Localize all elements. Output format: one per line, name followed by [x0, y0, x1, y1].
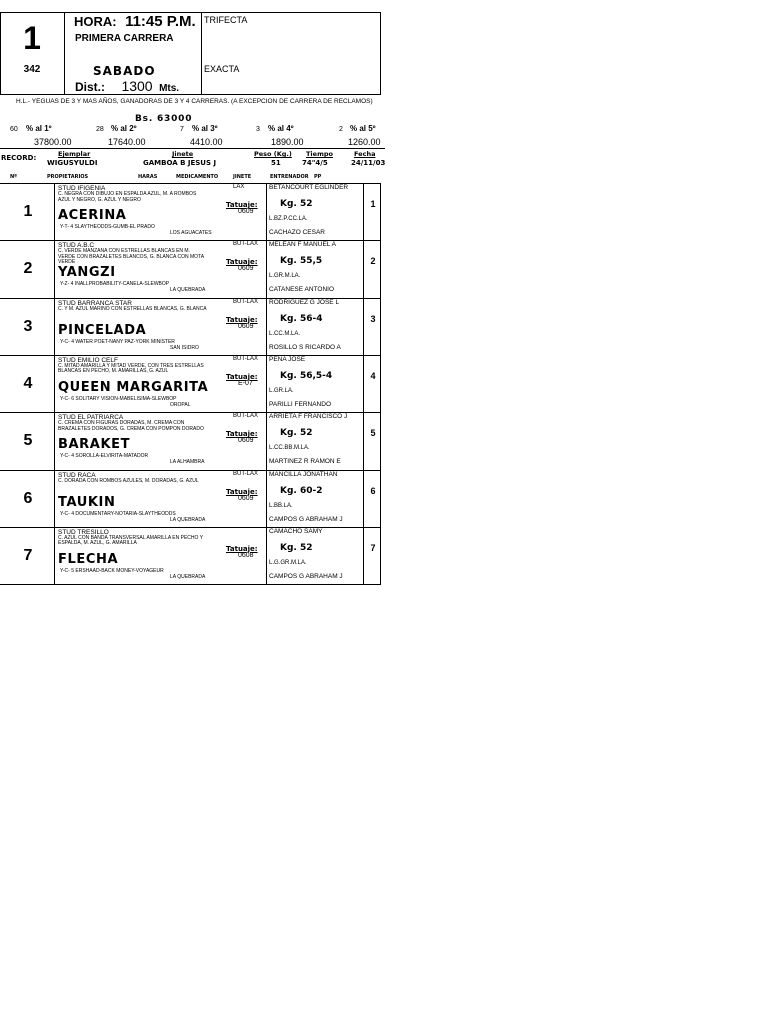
- tattoo-label: Tatuaje:: [226, 201, 258, 209]
- haras: LA QUEBRADA: [170, 516, 206, 523]
- weight: Kg. 52: [280, 428, 313, 439]
- pedigree: Y-T- 4 SLAYTHEODDS-GUMB-EL PRADO: [60, 224, 155, 230]
- record-h-peso: Peso (Kg.): [254, 150, 292, 158]
- trainer-name: CACHAZO CESAR: [269, 229, 325, 236]
- medication: BUT-LAX: [233, 413, 259, 420]
- equipment: L.G.GR.M.LA.: [269, 559, 307, 566]
- entry-number: 4: [23, 374, 33, 392]
- tattoo-label: Tatuaje:: [226, 487, 258, 496]
- pedigree: Y-C- 4 DOCUMENTARY-NOTARIA-SLAYTHEODDS: [60, 510, 176, 517]
- purse-amount-2: 17640.00: [108, 137, 146, 147]
- record-label: RECORD:: [1, 154, 37, 162]
- purse-total: Bs. 63000: [135, 114, 193, 124]
- dist-unit: Mts.: [159, 83, 180, 94]
- purse-amount-5: 1260.00: [348, 137, 381, 147]
- equipment: L.BB.LA.: [269, 502, 293, 509]
- trainer-name: PARILLI FERNANDO: [269, 400, 332, 408]
- purse-label-3: % al 3º: [192, 124, 218, 133]
- post-position: 2: [370, 256, 376, 267]
- medication: BUT-LAX: [233, 470, 259, 477]
- silks-colors: C. NEGRA CON DIBUJO EN ESPALDA AZUL, M. A ROMBOS AZUL Y NEGRO, G. AZUL Y NEGRO: [58, 191, 197, 203]
- tattoo-value: 0609: [238, 208, 254, 215]
- silks-colors: C. VERDE MANZANA CON ESTRELLAS BLANCAS EN M. VERDE CON BRAZALETES BLANCOS, G. BLANCA CON MOTA VERDE: [58, 248, 204, 266]
- dist-value: 1300: [121, 78, 153, 94]
- weight: Kg. 52: [280, 199, 313, 209]
- owner-stud: STUD BARRANCA STAR: [58, 299, 132, 307]
- trainer-name: MARTINEZ R RAMON E: [269, 458, 341, 466]
- jockey-name: BETANCOURT EGLINDER: [269, 184, 349, 191]
- race-day: SABADO: [93, 64, 156, 78]
- purse-pct-1: 60: [10, 126, 18, 133]
- horse-name: ACERINA: [58, 208, 127, 223]
- record-h-tiempo: Tiempo: [306, 150, 333, 158]
- tattoo-label: Tatuaje:: [226, 258, 258, 267]
- jockey-name: PEÑA JOSE: [269, 355, 306, 363]
- jockey-name: CAMACHO SAMY: [269, 527, 323, 535]
- horse-name: PINCELADA: [58, 322, 147, 338]
- post-position: 3: [370, 313, 376, 324]
- distance: [75, 78, 179, 96]
- purse-label-4: % al 4º: [268, 124, 294, 133]
- record-h-ejemplar: Ejemplar: [58, 150, 91, 158]
- equipment: L.GR.M.LA.: [269, 273, 301, 280]
- col-medicamento: MEDICAMENTO: [176, 174, 219, 180]
- haras: LA QUEBRADA: [170, 287, 206, 294]
- col-haras: HARAS: [138, 174, 158, 180]
- post-position: 5: [370, 428, 376, 439]
- silks-colors: C. CREMA CON FIGURAS DORADAS, M. CREMA CON BRAZALETES DORADOS, G. CREMA CON POMPON DORADO: [58, 420, 204, 432]
- record-tiempo: 74"4/5: [302, 159, 328, 167]
- weight: Kg. 60-2: [280, 485, 323, 496]
- purse-pct-5: 2: [339, 126, 343, 133]
- record-ejemplar: WIGUSYULDI: [47, 159, 98, 167]
- jockey-name: MANCILLA JONATHAN: [269, 470, 338, 478]
- weight: Kg. 56,5-4: [280, 370, 333, 381]
- tattoo-value: 0609: [238, 494, 254, 502]
- medication: BUT-LAX: [233, 298, 259, 305]
- horse-name: BARAKET: [58, 437, 131, 453]
- purse-label-2: % al 2º: [111, 124, 137, 133]
- program-code: 342: [23, 64, 41, 75]
- purse-pct-4: 3: [256, 126, 260, 133]
- record-fecha: 24/11/03: [351, 159, 386, 167]
- medication: BUT-LAX: [233, 241, 259, 248]
- tattoo-label: Tatuaje:: [226, 430, 258, 439]
- horse-name: QUEEN MARGARITA: [58, 379, 209, 395]
- pedigree: Y-C- 4 SOROLLA-ELVIRITA-MATADOR: [60, 453, 149, 460]
- col-propietarios: PROPIETARIOS: [47, 174, 89, 180]
- record-h-jinete: Jinete: [172, 150, 194, 158]
- purse-label-5: % al 5º: [350, 124, 376, 133]
- tattoo-value: 0608: [238, 551, 254, 559]
- tattoo-value: 0609: [238, 322, 254, 330]
- haras: LOS AGUACATES: [170, 230, 212, 236]
- entry-number: 2: [23, 260, 33, 278]
- post-position: 1: [370, 199, 376, 209]
- equipment: L.CC.BB.M.LA.: [269, 445, 310, 452]
- hora-value: 11:45 P.M.: [125, 13, 196, 30]
- bet-trifecta: TRIFECTA: [204, 15, 248, 25]
- jockey-name: RODRIGUEZ G JOSE L: [269, 298, 340, 306]
- haras: SAN ISIDRO: [170, 344, 199, 351]
- silks-colors: C. DORADA CON ROMBOS AZULES, M. DORADAS, G. AZUL: [58, 477, 199, 484]
- col-num: Nº: [10, 174, 18, 180]
- pedigree: Y-Z- 4 INALLPROBABILITY-CANELA-SLEWBOP: [60, 281, 170, 288]
- col-pp: PP: [314, 174, 322, 180]
- purse-amount-4: 1890.00: [271, 137, 304, 147]
- silks-colors: C. MITAD AMARILLA Y MITAD VERDE, CON TRES ESTRELLAS BLANCAS EN PECHO, M. AMARILLAS, G. AZUL: [58, 362, 204, 375]
- jockey-name: MELEAN F MANUEL A: [269, 241, 336, 249]
- post-time: [74, 13, 196, 31]
- col-jinete: JINETE: [233, 174, 252, 180]
- owner-stud: STUD RACA: [58, 471, 96, 479]
- weight: Kg. 56-4: [280, 313, 323, 324]
- haras: LA QUEBRADA: [170, 573, 206, 580]
- race-conditions: H.L.- YEGUAS DE 3 Y MAS AÑOS, GANADORAS DE 3 Y 4 CARRERAS. (A EXCEPCION DE CARRERA DE RECLAMOS): [16, 98, 373, 105]
- equipment: L.BZ.P.CC.LA.: [269, 216, 308, 222]
- horse-name: YANGZI: [58, 265, 116, 281]
- purse-label-1: % al 1º: [26, 124, 52, 133]
- tattoo-label: Tatuaje:: [226, 544, 258, 553]
- pedigree: Y-C- 4 WATER POET-NANY PAZ-YORK MINISTER: [60, 338, 175, 345]
- purse-amount-3: 4410.00: [190, 137, 223, 147]
- jockey-name: ARRIETA F FRANCISCO J: [269, 413, 348, 421]
- dist-label: Dist.:: [75, 80, 105, 94]
- silks-colors: C. AZUL CON BANDA TRANSVERSAL AMARILLA EN PECHO Y ESPALDA, M. AZUL, G. AMARILLA: [58, 534, 203, 547]
- purse-pct-3: 7: [180, 126, 184, 133]
- tattoo-value: 0609: [238, 265, 254, 273]
- equipment: L.CC.M.LA.: [269, 330, 301, 337]
- entry-number: 1: [23, 203, 33, 220]
- haras: OROPAL: [170, 401, 191, 408]
- tattoo-label: Tatuaje:: [226, 372, 258, 381]
- trainer-name: CATANESE ANTONIO: [269, 286, 335, 294]
- tattoo-value: 0609: [238, 437, 254, 445]
- owner-stud: STUD EMILIO CELF: [58, 356, 118, 364]
- pedigree: Y-C- 5 ERSHAAD-BACK MONEY-VOYAGEUR: [60, 567, 164, 574]
- entry-number: 5: [23, 432, 33, 450]
- post-position: 6: [370, 485, 376, 496]
- owner-stud: STUD A.B.C: [58, 242, 95, 250]
- equipment: L.GR.LA.: [269, 387, 294, 394]
- trainer-name: CAMPOS G ABRAHAM J: [269, 572, 343, 580]
- owner-stud: STUD EL PATRIARCA: [58, 414, 124, 422]
- weight: Kg. 52: [280, 542, 313, 553]
- horse-name: TAUKIN: [58, 494, 116, 510]
- purse-pct-2: 28: [96, 126, 104, 133]
- record-jinete: GAMBOA B JESUS J: [143, 159, 217, 167]
- horse-name: FLECHA: [58, 551, 119, 567]
- entry-number: 3: [23, 317, 33, 335]
- post-position: 4: [370, 370, 376, 381]
- record-peso: 51: [271, 159, 281, 167]
- record-h-fecha: Fecha: [354, 150, 376, 158]
- purse-amount-1: 37800.00: [34, 137, 72, 147]
- medication: LAX: [233, 184, 245, 190]
- race-number: 1: [23, 20, 41, 56]
- tattoo-value: E-07: [238, 379, 253, 387]
- col-entrenador: ENTRENADOR: [270, 174, 309, 180]
- entry-number: 7: [23, 546, 33, 564]
- haras: LA ALHAMBRA: [170, 459, 205, 466]
- silks-colors: C. Y M. AZUL MARINO CON ESTRELLAS BLANCAS, G. BLANCA: [58, 305, 207, 312]
- post-position: 7: [370, 542, 376, 553]
- weight: Kg. 55,5: [280, 256, 323, 267]
- bet-exacta: EXACTA: [204, 64, 240, 74]
- pedigree: Y-C- 6 SOLITARY VISION-MABELISIMA-SLEWBOP: [60, 395, 177, 402]
- owner-stud: STUD IFIGENIA: [58, 185, 106, 192]
- entry-number: 6: [23, 489, 33, 507]
- trainer-name: CAMPOS G ABRAHAM J: [269, 515, 343, 523]
- tattoo-label: Tatuaje:: [226, 315, 258, 324]
- race-name: PRIMERA CARRERA: [75, 33, 174, 44]
- owner-stud: STUD TRESILLO: [58, 528, 109, 536]
- medication: BUT-LAX: [233, 355, 259, 362]
- trainer-name: ROSILLO S RICARDO A: [269, 343, 341, 351]
- hora-label: HORA:: [74, 14, 117, 29]
